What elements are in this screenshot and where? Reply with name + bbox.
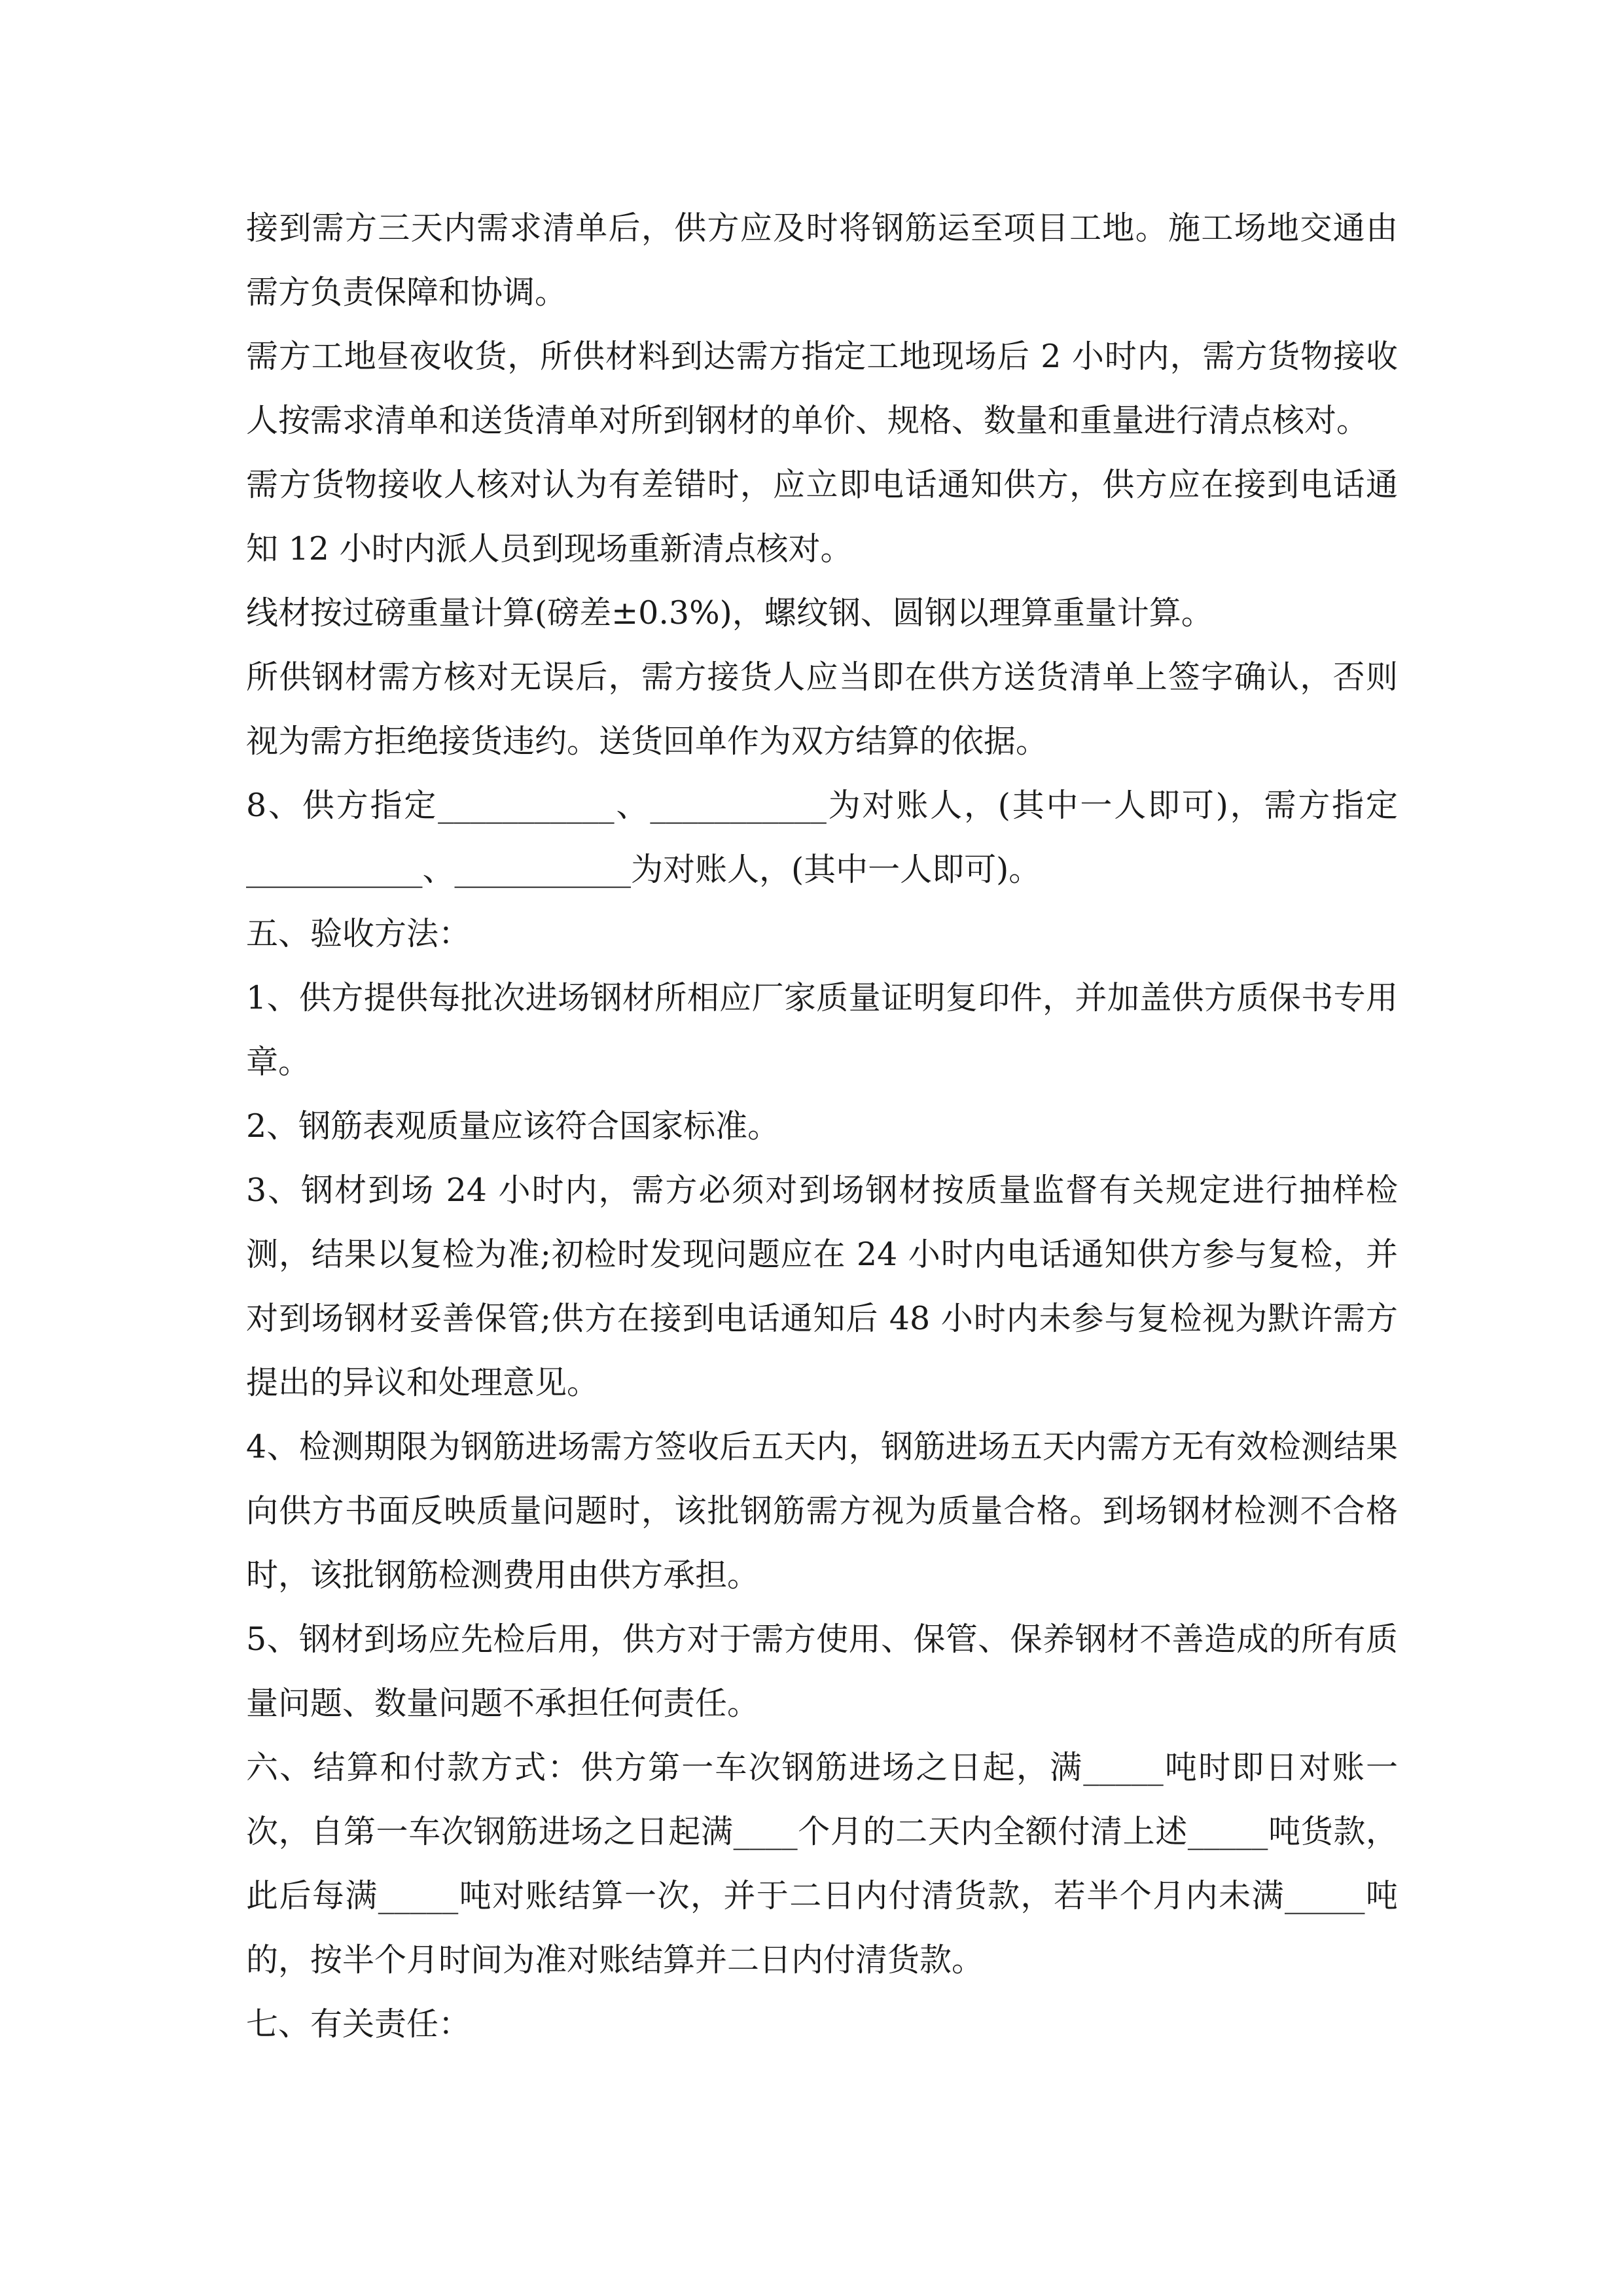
paragraph-acceptance-4: 4、检测期限为钢筋进场需方签收后五天内，钢筋进场五天内需方无有效检测结果向供方书面反映质量问题时，该批钢筋需方视为质量合格。到场钢材检测不合格时，该批钢筋检测费用由供方承担。 (246, 1428, 1398, 1594)
paragraph-acceptance-3: 3、钢材到场 24 小时内，需方必须对到场钢材按质量监督有关规定进行抽样检测，结果以复检为准;初检时发现问题应在 24 小时内电话通知供方参与复检，并对到场钢材妥善保管;供方在接到电话通知后 48 小时内未参与复检视为默许需方提出的异议和处理意见。 (246, 1172, 1398, 1401)
paragraph-reconciler: 8、供方指定___________、___________为对账人，(其中一人即可)，需方指定___________、___________为对账人，(其中一人即可)。 (246, 787, 1398, 888)
paragraph-weight-calc: 线材按过磅重量计算(磅差±0.3%)，螺纹钢、圆钢以理算重量计算。 (246, 594, 1213, 632)
paragraph-signing: 所供钢材需方核对无误后，需方接货人应当即在供方送货清单上签字确认，否则视为需方拒绝接货违约。送货回单作为双方结算的依据。 (246, 658, 1398, 760)
paragraph-acceptance-2: 2、钢筋表观质量应该符合国家标准。 (246, 1107, 780, 1145)
paragraph-discrepancy: 需方货物接收人核对认为有差错时，应立即电话通知供方，供方应在接到电话通知 12 小时内派人员到现场重新清点核对。 (246, 466, 1398, 567)
heading-acceptance: 五、验收方法： (246, 915, 471, 952)
paragraph-receiving-check: 需方工地昼夜收货，所供材料到达需方指定工地现场后 2 小时内，需方货物接收人按需求清单和送货清单对所到钢材的单价、规格、数量和重量进行清点核对。 (246, 338, 1398, 439)
paragraph-settlement: 六、结算和付款方式：供方第一车次钢筋进场之日起，满_____吨时即日对账一次，自第一车次钢筋进场之日起满____个月的二天内全额付清上述_____吨货款，此后每满_____吨对账结算一次，并于二日内付清货款，若半个月内未满_____吨的，按半个月时间为准对账结算并二日内付清货款。 (246, 1749, 1398, 1979)
document-body (246, 196, 1398, 2056)
paragraph-acceptance-1: 1、供方提供每批次进场钢材所相应厂家质量证明复印件，并加盖供方质保书专用章。 (246, 979, 1398, 1081)
heading-responsibility: 七、有关责任： (246, 2005, 471, 2043)
paragraph-acceptance-5: 5、钢材到场应先检后用，供方对于需方使用、保管、保养钢材不善造成的所有质量问题、数量问题不承担任何责任。 (246, 1621, 1398, 1722)
paragraph-delivery-timing: 接到需方三天内需求清单后，供方应及时将钢筋运至项目工地。施工场地交通由需方负责保障和协调。 (246, 209, 1398, 311)
